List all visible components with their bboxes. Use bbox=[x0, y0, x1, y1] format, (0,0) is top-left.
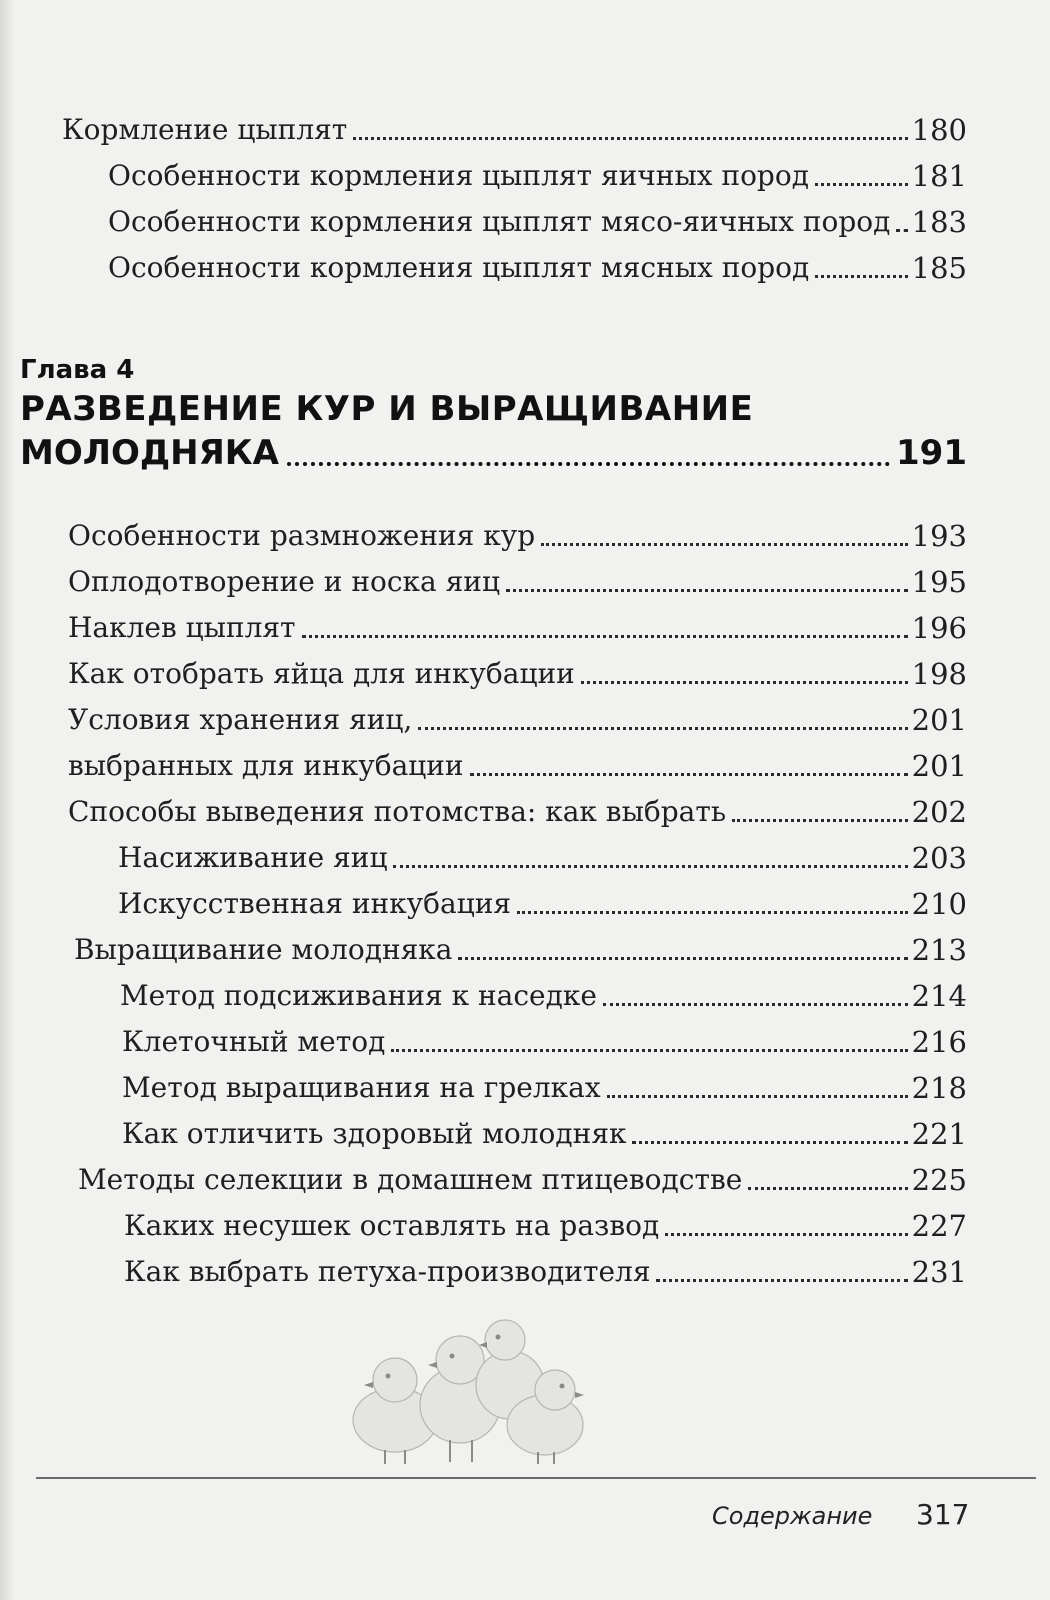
chapter-title-line1: РАЗВЕДЕНИЕ КУР И ВЫРАЩИВАНИЕ bbox=[20, 389, 754, 429]
toc-entry-title: Особенности кормления цыплят мясных пород bbox=[108, 251, 810, 284]
leader-dots bbox=[391, 1049, 907, 1052]
toc-entry-page: 225 bbox=[911, 1163, 967, 1197]
leader-dots bbox=[353, 137, 907, 140]
chapter-title-line2-row bbox=[20, 430, 967, 476]
toc-entry bbox=[62, 112, 967, 148]
toc-entry bbox=[118, 840, 967, 876]
leader-dots bbox=[287, 462, 890, 466]
chapter-label: Глава 4 bbox=[20, 355, 135, 385]
toc-entry bbox=[124, 1208, 967, 1244]
toc-entry bbox=[108, 250, 967, 286]
leader-dots bbox=[748, 1187, 907, 1190]
toc-entry-title: Как отличить здоровый молодняк bbox=[122, 1117, 627, 1150]
leader-dots bbox=[418, 727, 907, 730]
toc-entry-title: Насиживание яиц bbox=[118, 841, 388, 874]
toc-entry bbox=[122, 1070, 967, 1106]
leader-dots bbox=[656, 1279, 907, 1282]
toc-entry bbox=[78, 1162, 967, 1198]
toc-entry-title: Как отобрать яйца для инкубации bbox=[68, 657, 575, 690]
toc-entry-page: 213 bbox=[911, 933, 967, 967]
toc-entry-page: 195 bbox=[911, 565, 967, 599]
toc-entry bbox=[68, 610, 967, 646]
leader-dots bbox=[603, 1003, 908, 1006]
toc-entry-page: 231 bbox=[911, 1255, 967, 1289]
toc-entry-page: 214 bbox=[911, 979, 967, 1013]
toc-entry bbox=[68, 748, 967, 784]
toc-entry bbox=[68, 656, 967, 692]
toc-entry-page: 221 bbox=[911, 1117, 967, 1151]
toc-entry-page: 198 bbox=[911, 657, 967, 691]
page-gutter-shadow bbox=[0, 0, 14, 1600]
toc-entry bbox=[122, 1024, 967, 1060]
toc-entry bbox=[124, 1254, 967, 1290]
toc-entry-title: Особенности кормления цыплят яичных пород bbox=[108, 159, 809, 192]
toc-entry bbox=[120, 978, 967, 1014]
chapter-title-line2: МОЛОДНЯКА bbox=[20, 433, 279, 473]
leader-dots bbox=[541, 543, 908, 546]
toc-entry-page: 181 bbox=[911, 159, 967, 193]
toc-entry-page: 218 bbox=[911, 1071, 967, 1105]
leader-dots bbox=[632, 1141, 907, 1144]
toc-entry-page: 201 bbox=[911, 703, 967, 737]
toc-entry bbox=[118, 886, 967, 922]
toc-entry-page: 193 bbox=[911, 519, 967, 553]
toc-entry-title: Особенности размножения кур bbox=[68, 519, 536, 552]
toc-entry-title: Особенности кормления цыплят мясо-яичных пород bbox=[108, 205, 891, 238]
leader-dots bbox=[607, 1095, 908, 1098]
toc-entry-page: 227 bbox=[911, 1209, 967, 1243]
toc-entry-title: Каких несушек оставлять на развод bbox=[124, 1209, 660, 1242]
toc-entry-page: 201 bbox=[911, 749, 967, 783]
toc-entry-title: Кормление цыплят bbox=[62, 113, 348, 146]
leader-dots bbox=[393, 865, 907, 868]
leader-dots bbox=[581, 681, 908, 684]
toc-entry bbox=[74, 932, 967, 968]
toc-entry-page: 183 bbox=[911, 205, 967, 239]
toc-entry-title: Оплодотворение и носка яиц bbox=[68, 565, 500, 598]
leader-dots bbox=[665, 1233, 907, 1236]
toc-entry-title: выбранных для инкубации bbox=[68, 749, 464, 782]
chapter-page: 191 bbox=[896, 433, 967, 473]
toc-entry-title: Способы выведения потомства: как выбрать bbox=[68, 795, 727, 828]
leader-dots bbox=[458, 957, 907, 960]
toc-entry-page: 203 bbox=[911, 841, 967, 875]
toc-entry-page: 210 bbox=[911, 887, 967, 921]
toc-entry-title: Метод выращивания на грелках bbox=[122, 1071, 601, 1104]
toc-entry bbox=[68, 702, 967, 738]
toc-entry-page: 196 bbox=[911, 611, 967, 645]
toc-entry-title: Выращивание молодняка bbox=[74, 933, 453, 966]
toc-entry-title: Клеточный метод bbox=[122, 1025, 386, 1058]
leader-dots bbox=[732, 819, 908, 822]
toc-entry-page: 202 bbox=[911, 795, 967, 829]
leader-dots bbox=[506, 589, 908, 592]
toc-entry-title: Искусственная инкубация bbox=[118, 887, 512, 920]
leader-dots bbox=[815, 183, 908, 186]
footer-rule bbox=[36, 1477, 1036, 1479]
leader-dots bbox=[302, 635, 908, 638]
toc-entry-page: 185 bbox=[911, 251, 967, 285]
toc-entry-page: 216 bbox=[911, 1025, 967, 1059]
toc-entry-title: Условия хранения яиц, bbox=[68, 703, 413, 736]
leader-dots bbox=[896, 229, 907, 232]
leader-dots bbox=[470, 773, 908, 776]
toc-entry bbox=[68, 564, 967, 600]
footer-section-title: Содержание bbox=[712, 1502, 873, 1530]
toc-entry bbox=[108, 158, 967, 194]
toc-entry bbox=[122, 1116, 967, 1152]
toc-entry-title: Методы селекции в домашнем птицеводстве bbox=[78, 1163, 743, 1196]
toc-entry-title: Наклев цыплят bbox=[68, 611, 296, 644]
leader-dots bbox=[517, 911, 908, 914]
toc-entry bbox=[68, 518, 967, 554]
toc-entry bbox=[68, 794, 967, 830]
toc-entry-title: Как выбрать петуха-производителя bbox=[124, 1255, 651, 1288]
toc-entry-title: Метод подсиживания к наседке bbox=[120, 979, 597, 1012]
toc-entry-page: 180 bbox=[911, 113, 967, 147]
footer-page-number: 317 bbox=[916, 1498, 970, 1531]
toc-entry bbox=[108, 204, 967, 240]
chicks-illustration-icon bbox=[340, 1310, 600, 1470]
leader-dots bbox=[815, 275, 907, 278]
